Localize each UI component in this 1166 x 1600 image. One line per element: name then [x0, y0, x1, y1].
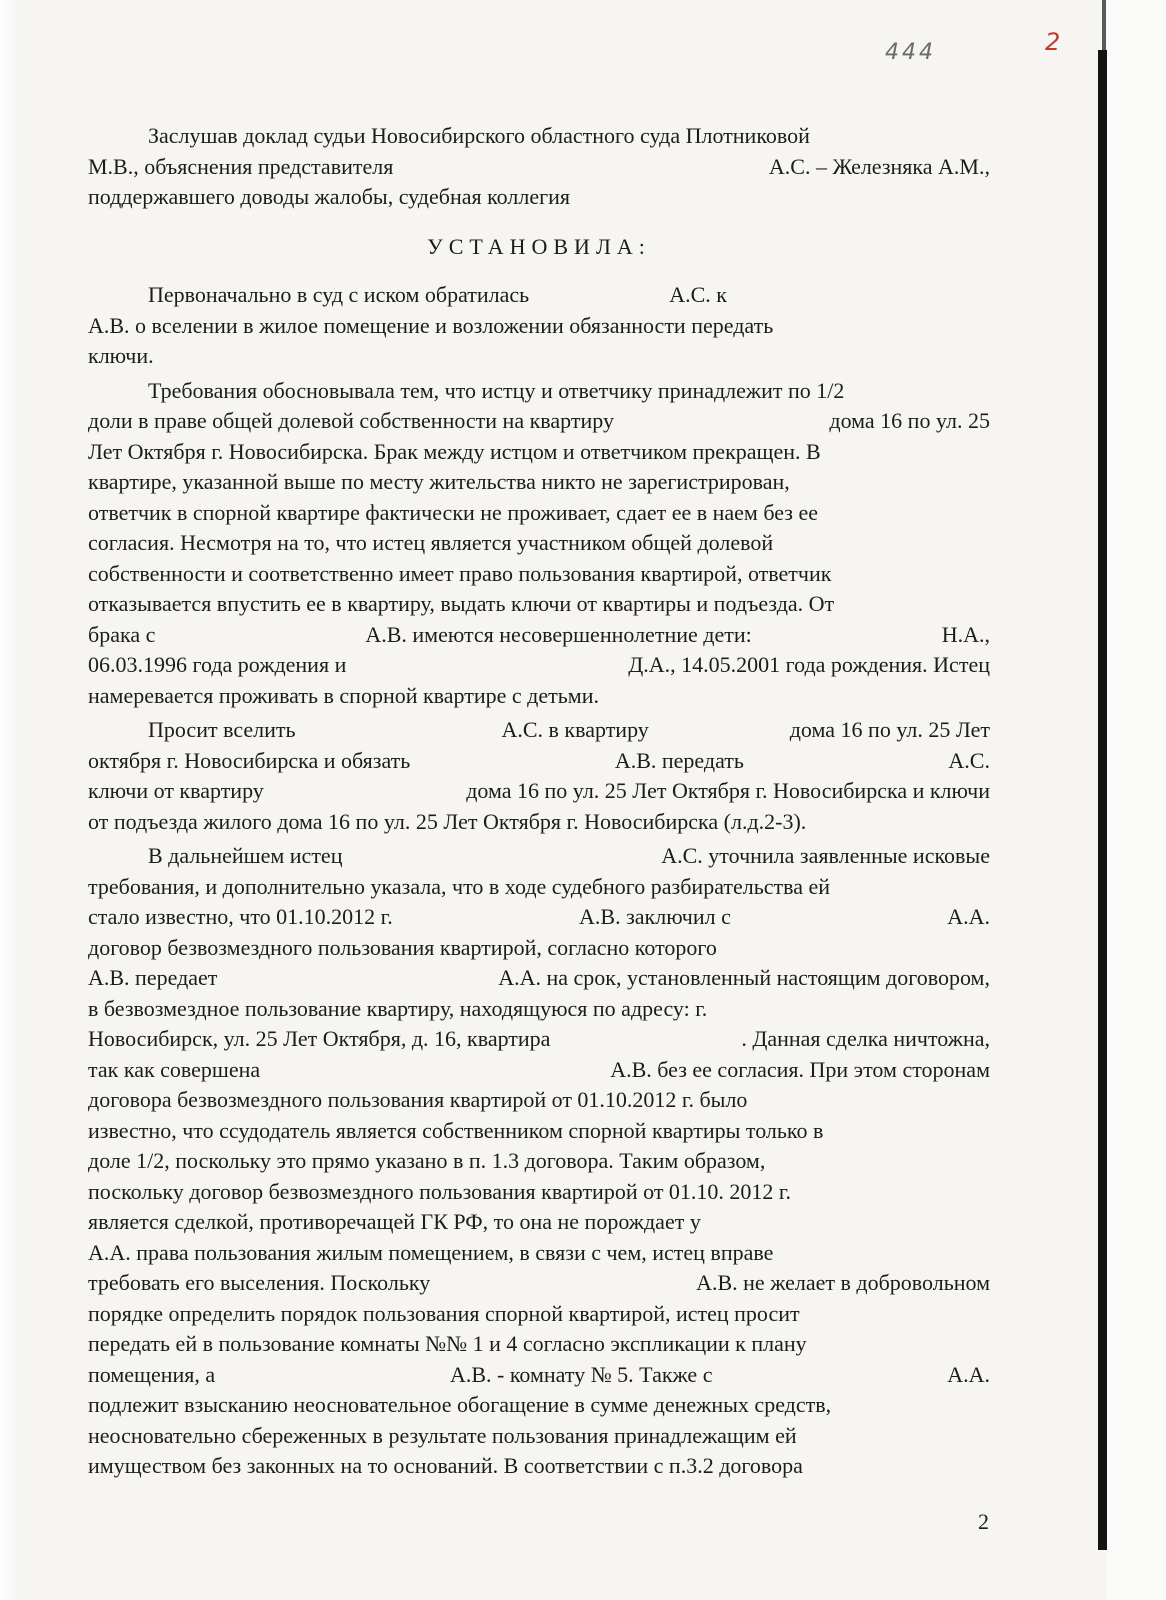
text-line: доле 1/2, поскольку это прямо указано в п. 1.3 договора. Таким образом,: [88, 1148, 766, 1173]
text-line: собственности и соответственно имеет право пользования квартирой, ответчик: [88, 560, 832, 586]
text-line: имуществом без законных на то оснований. В соответствии с п.3.2 договора: [88, 1453, 803, 1478]
text-line: А.А. права пользования жилым помещением, в связи с чем, истец вправе: [88, 1239, 774, 1265]
text-line: доли в праве общей долевой собственности на квартиру дома 16 по ул. 25: [88, 408, 990, 433]
text-line: Первоначально в суд с иском обратилась А.С. к: [148, 282, 727, 307]
text-line: намеревается проживать в спорной квартире с детьми.: [88, 682, 599, 708]
text-line: поддержавшего доводы жалобы, судебная коллегия: [88, 184, 571, 209]
handwritten-sheet-number: 2: [1045, 28, 1061, 56]
text-line: договора безвозмездного пользования квартирой от 01.10.2012 г. было: [88, 1087, 748, 1112]
text-line: подлежит взысканию неосновательное обогащение в сумме денежных средств,: [88, 1392, 832, 1417]
section-heading: УСТАНОВИЛА:: [427, 233, 651, 259]
text-line: А.В. о вселении в жилое помещение и возложении обязанности передать: [88, 312, 774, 338]
text-line: известно, что ссудодатель является собственником спорной квартиры только в: [88, 1117, 824, 1143]
text-line: ключи от квартиру дома 16 по ул. 25 Лет Октября г. Новосибирска и ключи: [88, 778, 990, 803]
text-line: ответчик в спорной квартире фактически не проживает, сдает ее в наем без ее: [88, 499, 819, 525]
text-line: стало известно, что 01.10.2012 г. А.В. заключил с А.А.: [88, 904, 990, 929]
scan-right-margin: [1107, 0, 1166, 1600]
text-line: Лет Октября г. Новосибирска. Брак между истцом и ответчиком прекращен. В: [88, 438, 821, 464]
text-line: октября г. Новосибирска и обязать А.В. передать А.С.: [88, 747, 990, 773]
text-line: Требования обосновывала тем, что истцу и ответчику принадлежит по 1/2: [148, 377, 845, 403]
text-line: брака с А.В. имеются несовершеннолетние дети: Н.А.,: [88, 621, 990, 647]
document-body: [88, 121, 990, 1482]
text-line: договор безвозмездного пользования квартирой, согласно которого: [88, 934, 717, 960]
text-line: Просит вселить А.С. в квартиру дома 16 по ул. 25 Лет: [148, 717, 990, 742]
text-line: передать ей в пользование комнаты №№ 1 и 4 согласно экспликации к плану: [88, 1331, 807, 1356]
text-line: от подъезда жилого дома 16 по ул. 25 Лет Октября г. Новосибирска (л.д.2-3).: [88, 808, 807, 834]
text-line: является сделкой, противоречащей ГК РФ, то она не порождает у: [88, 1209, 701, 1234]
text-line: в безвозмездное пользование квартиру, находящуюся по адресу: г.: [88, 995, 708, 1021]
scan-left-edge: [0, 0, 18, 1600]
text-line: порядке определить порядок пользования спорной квартирой, истец просит: [88, 1300, 800, 1326]
page-number: 2: [978, 1509, 989, 1534]
text-line: требовать его выселения. Поскольку А.В. не желает в добровольном: [88, 1270, 990, 1295]
text-line: так как совершена А.В. без ее согласия. При этом сторонам: [88, 1056, 990, 1082]
text-line: 06.03.1996 года рождения и Д.А., 14.05.2001 года рождения. Истец: [88, 652, 990, 677]
text-line: А.В. передает А.А. на срок, установленный настоящим договором,: [88, 965, 990, 990]
text-line: требования, и дополнительно указала, что в ходе судебного разбирательства ей: [88, 873, 831, 899]
text-line: поскольку договор безвозмездного пользования квартирой от 01.10. 2012 г.: [88, 1178, 791, 1204]
text-line: отказывается впустить ее в квартиру, выдать ключи от квартиры и подъезда. От: [88, 591, 835, 616]
scan-edge-shadow: [1098, 50, 1107, 1550]
text-line: Новосибирск, ул. 25 Лет Октября, д. 16, квартира . Данная сделка ничтожна,: [88, 1026, 990, 1051]
handwritten-archive-mark: 444: [885, 40, 936, 65]
text-line: согласия. Несмотря на то, что истец является участником общей долевой: [88, 530, 774, 555]
text-line: М.В., объяснения представителя А.С. – Железняка А.М.,: [88, 153, 990, 179]
text-line: неосновательно сбереженных в результате пользования принадлежащим ей: [88, 1422, 797, 1448]
text-line: В дальнейшем истец А.С. уточнила заявленные исковые: [148, 843, 990, 868]
text-line: Заслушав доклад судьи Новосибирского областного суда Плотниковой: [148, 123, 810, 148]
text-line: квартире, указанной выше по месту жительства никто не зарегистрирован,: [88, 469, 790, 494]
text-line: помещения, а А.В. - комнату № 5. Также с А.А.: [88, 1361, 990, 1387]
text-line: ключи.: [88, 343, 154, 368]
